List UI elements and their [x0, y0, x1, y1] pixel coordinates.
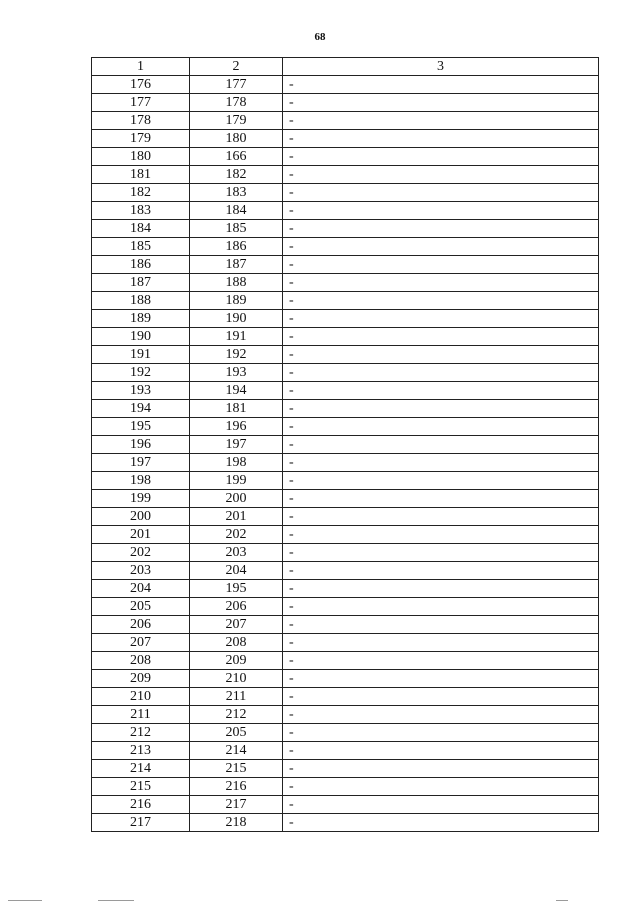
cell-col-3: -	[283, 328, 599, 346]
cell-col-1: 197	[92, 454, 190, 472]
cell-col-2: 212	[190, 706, 283, 724]
cell-col-2: 210	[190, 670, 283, 688]
cell-col-1: 207	[92, 634, 190, 652]
cell-col-2: 188	[190, 274, 283, 292]
cell-col-3: -	[283, 670, 599, 688]
table-row	[92, 112, 599, 130]
cell-col-3: -	[283, 364, 599, 382]
cell-col-3: -	[283, 526, 599, 544]
table-row	[92, 292, 599, 310]
table-row	[92, 616, 599, 634]
scan-mark	[8, 900, 42, 901]
table-row	[92, 508, 599, 526]
cell-col-2: 216	[190, 778, 283, 796]
cell-col-2: 185	[190, 220, 283, 238]
cell-col-2: 187	[190, 256, 283, 274]
cell-col-1: 188	[92, 292, 190, 310]
table-body	[92, 76, 599, 832]
cell-col-3: -	[283, 202, 599, 220]
table-row	[92, 598, 599, 616]
scan-mark	[556, 900, 568, 901]
cell-col-2: 203	[190, 544, 283, 562]
cell-col-2: 192	[190, 346, 283, 364]
cell-col-1: 198	[92, 472, 190, 490]
cell-col-2: 217	[190, 796, 283, 814]
cell-col-3: -	[283, 544, 599, 562]
table-row	[92, 94, 599, 112]
cell-col-1: 180	[92, 148, 190, 166]
table-row	[92, 796, 599, 814]
table-row	[92, 364, 599, 382]
cell-col-3: -	[283, 220, 599, 238]
cell-col-2: 196	[190, 418, 283, 436]
cell-col-2: 179	[190, 112, 283, 130]
cell-col-2: 183	[190, 184, 283, 202]
cell-col-3: -	[283, 436, 599, 454]
table-row	[92, 760, 599, 778]
table-row	[92, 310, 599, 328]
cell-col-1: 215	[92, 778, 190, 796]
table-row	[92, 382, 599, 400]
table-row	[92, 166, 599, 184]
table-row	[92, 706, 599, 724]
table-row	[92, 184, 599, 202]
cell-col-3: -	[283, 634, 599, 652]
cell-col-3: -	[283, 112, 599, 130]
table-row	[92, 544, 599, 562]
cell-col-2: 197	[190, 436, 283, 454]
cell-col-3: -	[283, 256, 599, 274]
cell-col-3: -	[283, 454, 599, 472]
column-header-2: 2	[190, 58, 283, 76]
table-row	[92, 580, 599, 598]
cell-col-3: -	[283, 742, 599, 760]
cell-col-1: 214	[92, 760, 190, 778]
cell-col-3: -	[283, 760, 599, 778]
cell-col-3: -	[283, 472, 599, 490]
table-row	[92, 742, 599, 760]
cell-col-1: 206	[92, 616, 190, 634]
cell-col-2: 215	[190, 760, 283, 778]
cell-col-1: 183	[92, 202, 190, 220]
table-row	[92, 778, 599, 796]
table-row	[92, 652, 599, 670]
cell-col-3: -	[283, 616, 599, 634]
cell-col-1: 211	[92, 706, 190, 724]
table-row	[92, 76, 599, 94]
cell-col-2: 193	[190, 364, 283, 382]
cell-col-1: 193	[92, 382, 190, 400]
cell-col-2: 180	[190, 130, 283, 148]
cell-col-2: 191	[190, 328, 283, 346]
cell-col-1: 202	[92, 544, 190, 562]
cell-col-3: -	[283, 814, 599, 832]
cell-col-1: 184	[92, 220, 190, 238]
cell-col-2: 218	[190, 814, 283, 832]
cell-col-1: 186	[92, 256, 190, 274]
cell-col-3: -	[283, 76, 599, 94]
table-row	[92, 256, 599, 274]
cell-col-2: 189	[190, 292, 283, 310]
cell-col-3: -	[283, 292, 599, 310]
table-row	[92, 670, 599, 688]
cell-col-2: 214	[190, 742, 283, 760]
cell-col-3: -	[283, 706, 599, 724]
table-row	[92, 562, 599, 580]
table-row	[92, 220, 599, 238]
cell-col-2: 177	[190, 76, 283, 94]
cell-col-2: 166	[190, 148, 283, 166]
cell-col-1: 182	[92, 184, 190, 202]
cell-col-1: 179	[92, 130, 190, 148]
cell-col-1: 181	[92, 166, 190, 184]
scan-mark	[98, 900, 134, 901]
cell-col-2: 202	[190, 526, 283, 544]
footer-scan-marks	[0, 898, 640, 904]
cell-col-2: 200	[190, 490, 283, 508]
table-row	[92, 436, 599, 454]
table-row	[92, 472, 599, 490]
table-row	[92, 400, 599, 418]
cell-col-3: -	[283, 130, 599, 148]
cell-col-2: 186	[190, 238, 283, 256]
cell-col-1: 185	[92, 238, 190, 256]
cell-col-2: 194	[190, 382, 283, 400]
cell-col-1: 194	[92, 400, 190, 418]
cell-col-1: 187	[92, 274, 190, 292]
table-row	[92, 148, 599, 166]
table-row	[92, 130, 599, 148]
cell-col-3: -	[283, 580, 599, 598]
cell-col-1: 201	[92, 526, 190, 544]
cell-col-2: 206	[190, 598, 283, 616]
cell-col-2: 209	[190, 652, 283, 670]
table-row	[92, 238, 599, 256]
table-row	[92, 634, 599, 652]
cell-col-2: 182	[190, 166, 283, 184]
cell-col-1: 205	[92, 598, 190, 616]
cell-col-1: 213	[92, 742, 190, 760]
table-row	[92, 202, 599, 220]
cell-col-1: 190	[92, 328, 190, 346]
cell-col-2: 204	[190, 562, 283, 580]
table-row	[92, 454, 599, 472]
cell-col-1: 217	[92, 814, 190, 832]
cell-col-1: 189	[92, 310, 190, 328]
cell-col-2: 199	[190, 472, 283, 490]
cell-col-1: 191	[92, 346, 190, 364]
table-header-row	[92, 58, 599, 76]
data-table	[91, 57, 599, 832]
cell-col-1: 216	[92, 796, 190, 814]
cell-col-2: 178	[190, 94, 283, 112]
cell-col-3: -	[283, 184, 599, 202]
table-row	[92, 724, 599, 742]
cell-col-3: -	[283, 382, 599, 400]
cell-col-1: 200	[92, 508, 190, 526]
cell-col-3: -	[283, 310, 599, 328]
table-row	[92, 328, 599, 346]
cell-col-2: 205	[190, 724, 283, 742]
cell-col-1: 208	[92, 652, 190, 670]
cell-col-3: -	[283, 274, 599, 292]
cell-col-3: -	[283, 724, 599, 742]
column-header-1: 1	[92, 58, 190, 76]
cell-col-3: -	[283, 400, 599, 418]
cell-col-1: 178	[92, 112, 190, 130]
cell-col-1: 210	[92, 688, 190, 706]
cell-col-3: -	[283, 94, 599, 112]
cell-col-3: -	[283, 148, 599, 166]
page-number: 68	[314, 31, 326, 43]
cell-col-3: -	[283, 490, 599, 508]
table-row	[92, 688, 599, 706]
table-row	[92, 814, 599, 832]
cell-col-2: 190	[190, 310, 283, 328]
cell-col-3: -	[283, 778, 599, 796]
table-row	[92, 526, 599, 544]
cell-col-3: -	[283, 166, 599, 184]
column-header-3: 3	[283, 58, 599, 76]
cell-col-3: -	[283, 688, 599, 706]
cell-col-1: 203	[92, 562, 190, 580]
cell-col-2: 181	[190, 400, 283, 418]
cell-col-1: 196	[92, 436, 190, 454]
cell-col-3: -	[283, 652, 599, 670]
cell-col-2: 198	[190, 454, 283, 472]
cell-col-1: 199	[92, 490, 190, 508]
cell-col-1: 177	[92, 94, 190, 112]
cell-col-2: 195	[190, 580, 283, 598]
cell-col-1: 195	[92, 418, 190, 436]
cell-col-3: -	[283, 508, 599, 526]
cell-col-1: 212	[92, 724, 190, 742]
cell-col-3: -	[283, 562, 599, 580]
table-row	[92, 346, 599, 364]
cell-col-1: 176	[92, 76, 190, 94]
cell-col-1: 204	[92, 580, 190, 598]
cell-col-2: 211	[190, 688, 283, 706]
cell-col-3: -	[283, 796, 599, 814]
cell-col-2: 208	[190, 634, 283, 652]
cell-col-3: -	[283, 346, 599, 364]
cell-col-3: -	[283, 598, 599, 616]
cell-col-3: -	[283, 418, 599, 436]
cell-col-2: 201	[190, 508, 283, 526]
cell-col-2: 184	[190, 202, 283, 220]
cell-col-2: 207	[190, 616, 283, 634]
table-row	[92, 274, 599, 292]
table-row	[92, 490, 599, 508]
cell-col-1: 209	[92, 670, 190, 688]
table-row	[92, 418, 599, 436]
cell-col-3: -	[283, 238, 599, 256]
cell-col-1: 192	[92, 364, 190, 382]
